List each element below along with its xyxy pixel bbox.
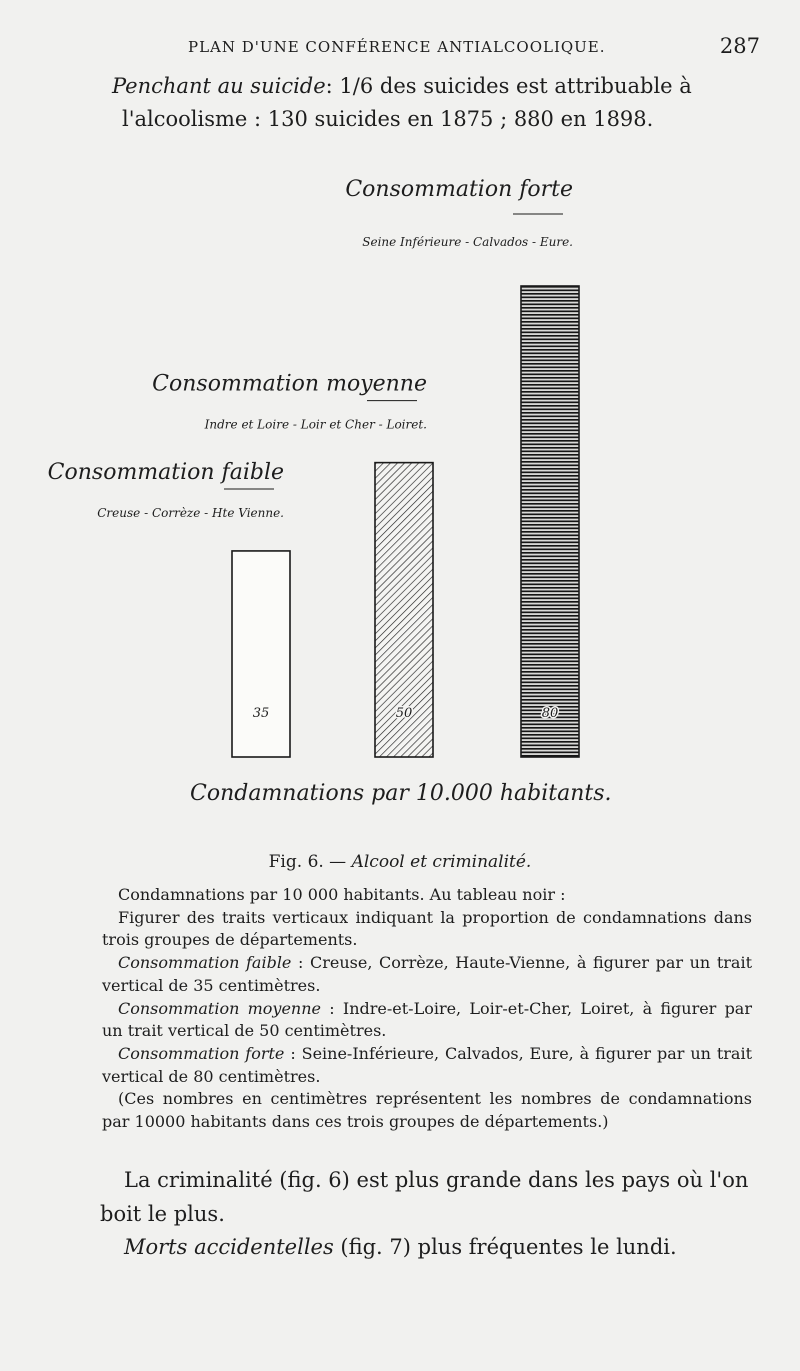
notes-forte-text: : Seine-Inférieure, Calvados, Eure, à figurer par un trait vertical de 80 centimètres. [102, 1044, 752, 1086]
intro-text-line1: : 1/6 des suicides est attribuable à [325, 74, 692, 98]
bar-value-label: 80 [541, 706, 559, 721]
bar-consommation-faible [232, 551, 290, 757]
x-axis-label: Condamnations par 10.000 habitants. [190, 781, 612, 806]
notes-faible [102, 952, 752, 997]
notes-line-6: (Ces nombres en centimètres représentent les nombres de condamnations par 10000 habitants dans ces trois groupes de départements.) [102, 1089, 752, 1132]
notes-forte [102, 1043, 752, 1088]
category-departments-consommation-moyenne: Indre et Loire - Loir et Cher - Loiret. [204, 417, 427, 432]
intro-paragraph [112, 70, 762, 135]
figure-caption [0, 852, 800, 872]
running-header [188, 34, 760, 60]
body-paragraph-1: La criminalité (fig. 6) est plus grande dans les pays où l'on boit le plus. [100, 1168, 749, 1226]
bar-consommation-forte [521, 286, 579, 757]
notes-line-1: Condamnations par 10 000 habitants. Au tableau noir : [118, 885, 566, 904]
body-paragraph-2-label: Morts accidentelles [124, 1235, 334, 1260]
intro-text-line2: l'alcoolisme : 130 suicides en 1875 ; 880 en 1898. [122, 106, 654, 131]
category-label-consommation-faible: Consommation faible [47, 459, 284, 485]
category-label-consommation-moyenne: Consommation moyenne [152, 371, 427, 397]
running-title: PLAN D'UNE CONFÉRENCE ANTIALCOOLIQUE. [188, 38, 606, 56]
category-departments-consommation-forte: Seine Inférieure - Calvados - Eure. [362, 235, 573, 249]
body-paragraph-2-text: (fig. 7) plus fréquentes le lundi. [333, 1235, 677, 1260]
figure-number: Fig. 6. — [268, 852, 347, 872]
intro-label: Penchant au suicide [112, 74, 326, 98]
notes-moyenne-text: : Indre-et-Loire, Loir-et-Cher, Loiret, à figurer par un trait vertical de 50 centimètres. [102, 998, 752, 1041]
body-text [100, 1164, 750, 1265]
notes-faible-text: : Creuse, Corrèze, Haute-Vienne, à figurer par un trait vertical de 35 centimètres. [102, 953, 752, 995]
bar-value-label: 35 [252, 706, 270, 721]
category-departments-consommation-faible: Creuse - Corrèze - Hte Vienne. [97, 505, 284, 520]
notes-faible-label: Consommation faible [118, 953, 292, 973]
figure-title: Alcool et criminalité. [351, 852, 532, 872]
page-number: 287 [719, 34, 760, 58]
bar-chart [0, 160, 800, 860]
category-label-consommation-forte: Consommation forte [345, 177, 573, 202]
notes-forte-label: Consommation forte [118, 1044, 285, 1064]
notes-moyenne [102, 998, 752, 1043]
bar-value-label: 50 [395, 706, 413, 721]
body-paragraph-2 [100, 1231, 750, 1265]
notes-line-2: Figurer des traits verticaux indiquant la proportion de condamnations dans trois groupes de départements. [102, 907, 752, 950]
figure-notes [102, 884, 752, 1134]
notes-moyenne-label: Consommation moyenne [118, 998, 322, 1018]
